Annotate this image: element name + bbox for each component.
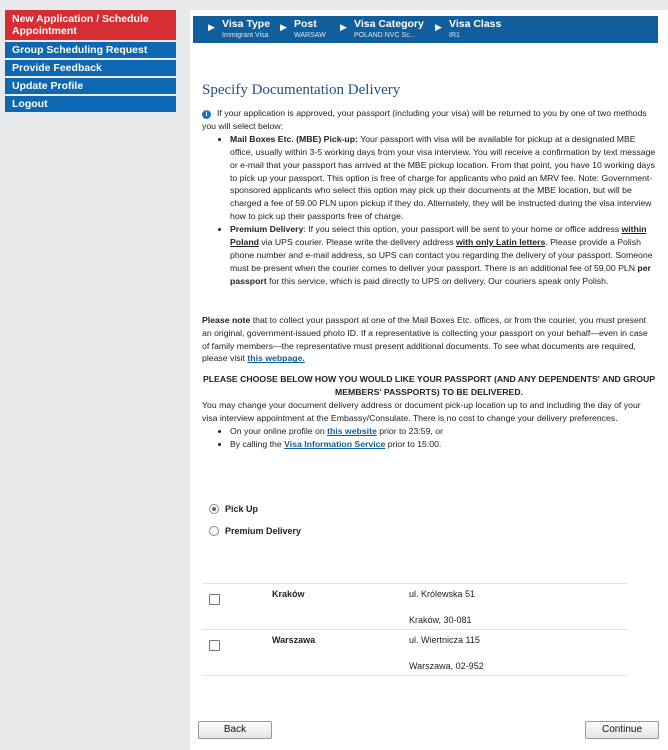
intro-text: If your application is approved, your passport (including your visa) will be returned to you by one of two methods you will select below: [202, 108, 647, 131]
pickup-radio[interactable] [209, 504, 219, 514]
premium-text-3: . Please provide a Polish phone number and e-mail address, so UPS can contact you regarding the delivery of your passport. Someone must be present when the courier comes to deliver your passport. There is an additional fee of 59.00 PLN [230, 237, 653, 273]
location-postal: Warszawa, 02-952 [409, 661, 484, 671]
table-row [202, 630, 628, 676]
sidebar-item-logout[interactable]: Logout [5, 96, 176, 112]
sidebar-item-update-profile[interactable]: Update Profile [5, 78, 176, 94]
premium-label: Premium Delivery [230, 224, 304, 235]
visa-info-service-link[interactable]: Visa Information Service [284, 438, 386, 449]
sidebar-nav [5, 10, 176, 114]
step-title: Visa Type [222, 18, 271, 30]
premium-text-4: for this service, which is paid directly to UPS on delivery. Our couriers speak only Polish. [266, 275, 609, 286]
delivery-info [202, 107, 656, 451]
step-title: Visa Class [449, 18, 502, 30]
premium-emphasis-2: with only Latin letters [455, 237, 546, 248]
progress-steps [193, 16, 658, 43]
location-street: ul. Królewska 51 [409, 589, 476, 599]
list-item [230, 425, 656, 438]
sidebar-item-new-application[interactable]: New Application / Schedule Appointment [5, 10, 176, 40]
change-text: You may change your document delivery address or document pick-up location up to and including the day of your visa interview appointment at the Embassy/Consulate. There is no cost to change your delivery preferences. [202, 400, 641, 424]
main-panel [190, 10, 668, 750]
chevron-right-icon: ▶ [208, 22, 215, 32]
list-text: prior to 15:00. [385, 438, 442, 449]
step-visa-class [435, 18, 502, 40]
step-value: IR1 [449, 32, 460, 39]
pickup-option[interactable] [209, 504, 258, 514]
change-methods-list [202, 425, 656, 451]
list-item [230, 438, 656, 451]
chevron-right-icon: ▶ [280, 22, 287, 32]
step-value: Immigrant Visa [222, 32, 269, 39]
premium-text-1: : If you select this option, your passport will be sent to your home or office address [303, 224, 622, 235]
step-title: Visa Category [354, 18, 424, 30]
location-table [202, 583, 628, 676]
list-text: By calling the [230, 438, 285, 449]
sidebar-item-feedback[interactable]: Provide Feedback [5, 60, 176, 76]
premium-delivery-label: Premium Delivery [225, 526, 302, 536]
page-title: Specify Documentation Delivery [202, 82, 401, 98]
intro-paragraph [202, 107, 656, 133]
location-street: ul. Wiertnicza 115 [409, 635, 480, 645]
premium-text-2: via UPS courier. Please write the delivery address [258, 237, 456, 248]
premium-emphasis-3: per passport [230, 262, 651, 286]
mbe-label: Mail Boxes Etc. (MBE) Pick-up: [230, 133, 358, 144]
step-value: POLAND NVC Sc... [354, 32, 416, 39]
step-visa-type [208, 18, 271, 40]
step-post [280, 18, 326, 40]
list-item [230, 223, 656, 288]
location-checkbox-warszawa[interactable] [209, 640, 220, 651]
note-paragraph [202, 314, 656, 366]
list-item [230, 133, 656, 223]
table-row [202, 584, 628, 630]
step-value: WARSAW [294, 32, 326, 39]
delivery-methods-list [202, 133, 656, 288]
location-checkbox-krakow[interactable] [209, 594, 220, 605]
chevron-right-icon: ▶ [435, 22, 442, 32]
webpage-link[interactable]: this webpage. [247, 353, 305, 364]
note-label: Please note [202, 314, 251, 325]
continue-button[interactable]: Continue [585, 721, 659, 739]
note-text: that to collect your passport at one of the Mail Boxes Etc. offices, or from the courier, you must present an original, government-issued photo ID. If a representative is collecting your passport on your behalf—even in case of family members—the representative must present additional documents. To see what documents are required, please visit [202, 314, 648, 364]
back-button[interactable]: Back [198, 721, 272, 739]
premium-delivery-radio[interactable] [209, 526, 219, 536]
website-link[interactable]: this website [327, 425, 377, 436]
sidebar-item-group-scheduling[interactable]: Group Scheduling Request [5, 42, 176, 58]
chevron-right-icon: ▶ [340, 22, 347, 32]
step-visa-category [340, 18, 424, 40]
location-postal: Kraków, 30-081 [409, 615, 472, 625]
mbe-text: Your passport with visa will be available for pickup at a designated MBE office, usually within 3-5 working days from your visa interview. You will receive a confirmation by text message or e-mail that your passport has arrived at the MBE pickup location. From that point, you have 10 working days to pick up your passport. This option is free of charge for applicants who paid an MRV fee. Note: Government-sponsored applicants who select this option may pick up their documents at the MBE location, but will be charged a fee of 59.00 PLN upon pickup if they do. Alternately, they will be instructed during the visa interview how to pick up their passports free of charge. [230, 133, 656, 222]
location-city: Kraków [272, 589, 305, 599]
choose-heading: PLEASE CHOOSE BELOW HOW YOU WOULD LIKE YOUR PASSPORT (AND ANY DEPENDENTS' AND GROUP MEMBERS' PASSPORTS) TO BE DELIVERED. [202, 374, 656, 398]
location-city: Warszawa [272, 635, 316, 645]
list-text: prior to 23:59, or [376, 425, 443, 436]
premium-delivery-option[interactable] [209, 526, 301, 536]
pickup-label: Pick Up [225, 504, 259, 514]
premium-emphasis-1: within Poland [230, 224, 647, 248]
list-text: On your online profile on [230, 425, 328, 436]
info-icon: i [202, 110, 211, 119]
step-title: Post [294, 18, 317, 30]
